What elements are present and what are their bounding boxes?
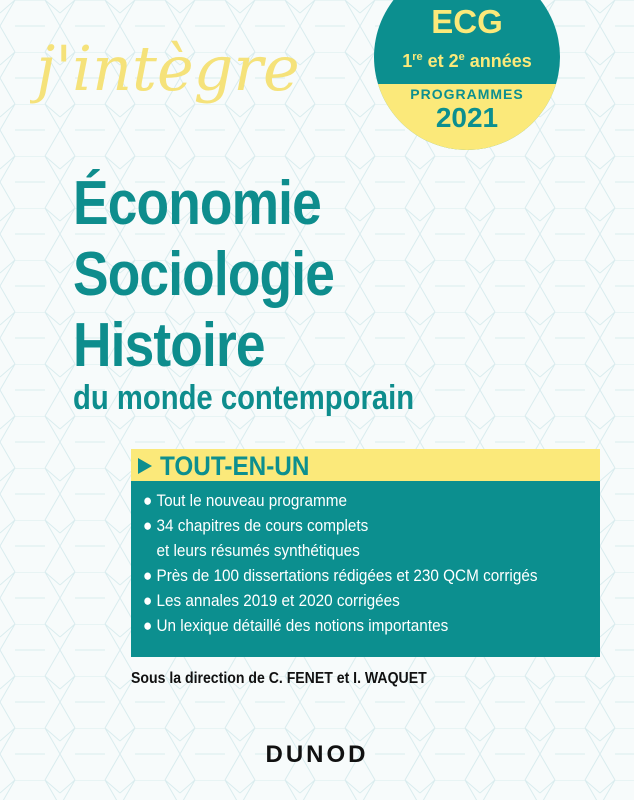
feature-item xyxy=(143,513,537,538)
feature-item xyxy=(143,563,537,588)
feature-item xyxy=(143,488,537,513)
bullet-icon: ● xyxy=(143,616,153,635)
level-badge xyxy=(374,0,560,150)
features-list xyxy=(143,488,581,638)
feature-text: Les annales 2019 et 2020 corrigées xyxy=(156,591,400,610)
publisher-logo: DUNOD xyxy=(265,741,369,768)
badge-years-suffix: années xyxy=(464,51,532,71)
badge-programme-year: 2021 xyxy=(435,102,499,133)
feature-text: Près de 100 dissertations rédigées et 230 QCM corrigés xyxy=(156,566,538,585)
badge-programme-label: PROGRAMMES xyxy=(410,86,524,102)
badge-years xyxy=(374,46,560,72)
bullet-icon: ● xyxy=(143,591,153,610)
bullet-icon: ● xyxy=(143,516,153,535)
series-logo-text: j'intègre xyxy=(36,32,300,105)
play-arrow-icon xyxy=(138,458,152,474)
title-line-3: Histoire xyxy=(73,311,265,380)
title-line-1: Économie xyxy=(73,169,321,238)
badge-years-sup1: re xyxy=(412,51,423,63)
feature-item xyxy=(143,588,537,613)
badge-level: ECG xyxy=(431,3,503,40)
feature-item xyxy=(143,613,537,638)
feature-text: Un lexique détaillé des notions importantes xyxy=(156,616,449,635)
badge-years-sup2: e xyxy=(458,51,465,63)
title-line-2: Sociologie xyxy=(73,240,334,309)
feature-continuation: et leurs résumés synthétiques xyxy=(156,541,360,560)
badge-years-mid: et 2 xyxy=(422,51,459,71)
bullet-icon: ● xyxy=(143,491,153,510)
format-label: TOUT-EN-UN xyxy=(160,451,310,481)
bullet-icon: ● xyxy=(143,566,153,585)
badge-years-prefix: 1 xyxy=(402,51,413,71)
feature-text: Tout le nouveau programme xyxy=(156,491,348,510)
feature-text: 34 chapitres de cours complets xyxy=(156,516,369,535)
subtitle: du monde contemporain xyxy=(73,379,415,417)
series-logo xyxy=(30,18,330,128)
authors-credit: Sous la direction de C. FENET et I. WAQUET xyxy=(131,670,427,687)
